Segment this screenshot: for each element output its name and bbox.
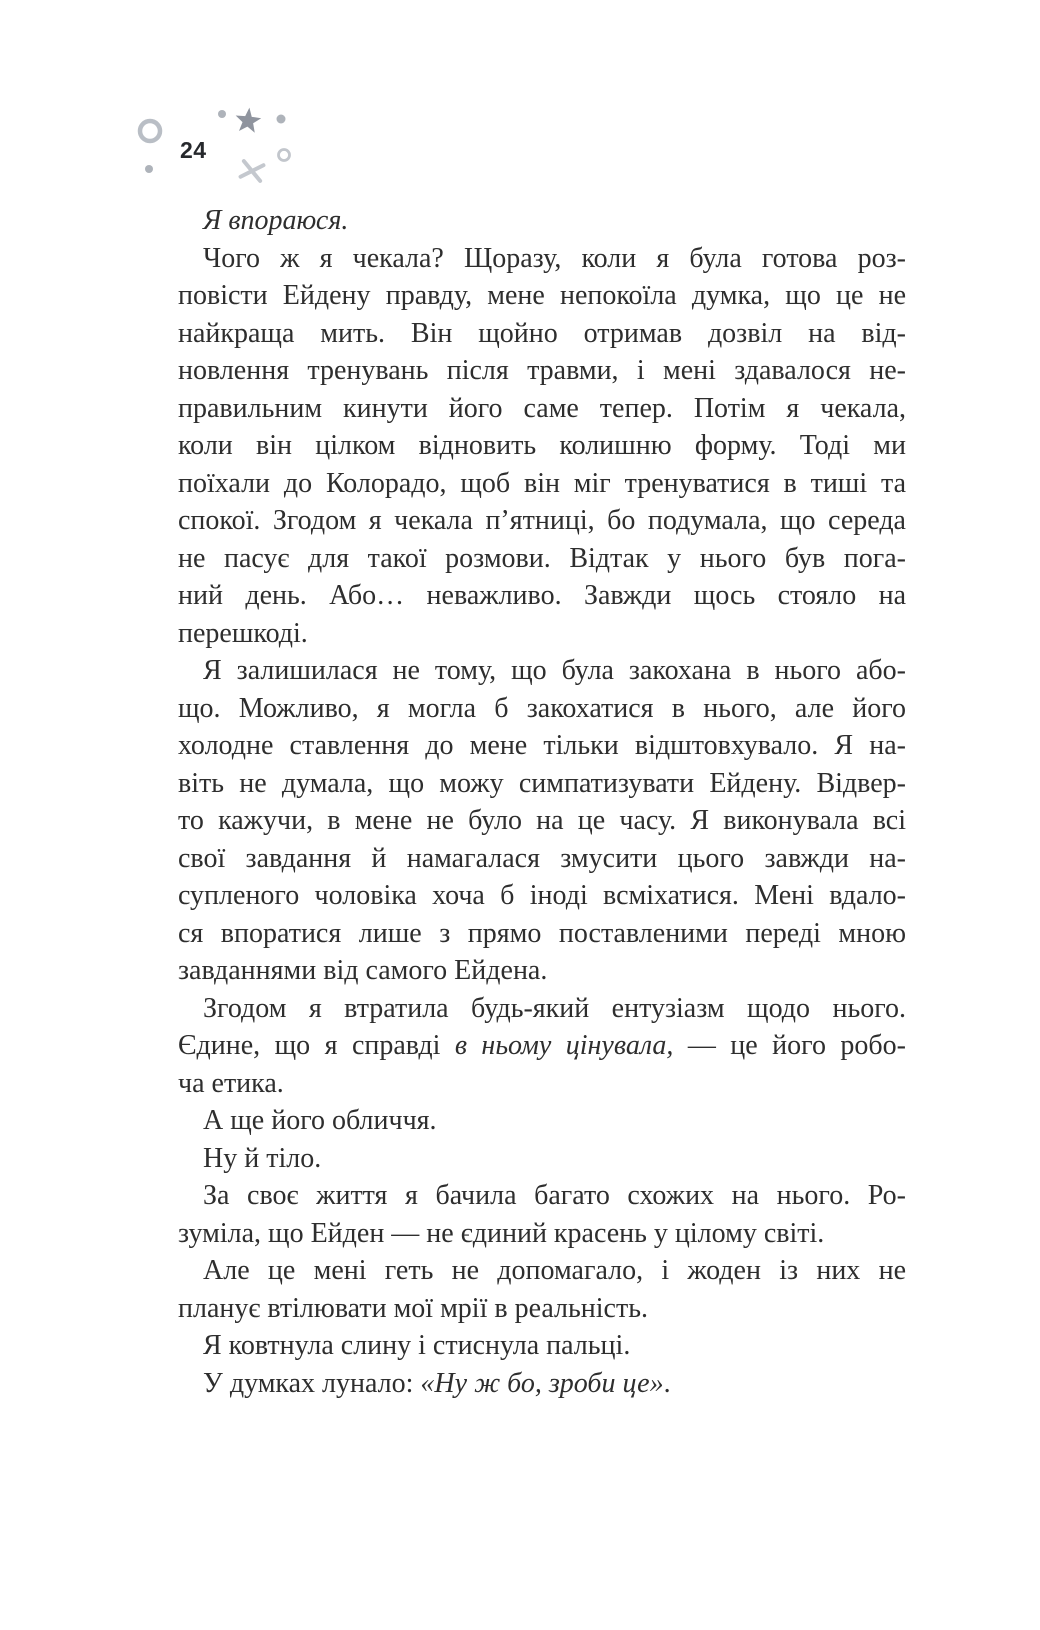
- ring-icon: [140, 121, 160, 141]
- text-line: холодне ставлення до мене тільки відштовхувало. Я на-: [178, 730, 906, 761]
- text-line: то кажучи, в мене не було на це часу. Я виконувала всі: [178, 805, 906, 836]
- text-line: перешкоді.: [178, 617, 308, 649]
- text-line: Єдине, що я справді в ньому цінувала, — це його робо-: [178, 1030, 906, 1061]
- text-line: зуміла, що Ейден — не єдиний красень у цілому світі.: [178, 1217, 825, 1249]
- paragraph: [178, 1252, 906, 1327]
- page-number: 24: [180, 137, 207, 163]
- dot-icon: [277, 115, 286, 124]
- text-line: ний день. Або… неважливо. Завжди щось стояло на: [178, 580, 906, 611]
- paragraph: [178, 1177, 906, 1252]
- dot-icon: [145, 165, 153, 173]
- paragraph: [178, 1327, 906, 1365]
- text-line: Я ковтнула слину і стиснула пальці.: [203, 1330, 631, 1361]
- text-line: Чого ж я чекала? Щоразу, коли я була готова роз-: [203, 242, 906, 274]
- text-line: А ще його обличчя.: [203, 1105, 437, 1136]
- text-line: віть не думала, що можу симпатизувати Ейдену. Відвер-: [178, 767, 906, 799]
- paragraph: [178, 202, 906, 240]
- text-line: супленого чоловіка хоча б іноді всміхатися. Мені вдало-: [178, 880, 906, 911]
- paragraph: [178, 240, 906, 653]
- paragraph: [178, 1140, 906, 1178]
- text-line: ча етика.: [178, 1067, 284, 1099]
- text-line: планує втілювати мої мрії в реальність.: [178, 1292, 648, 1324]
- text-line: правильним кинути його саме тепер. Потім я чекала,: [178, 392, 906, 424]
- cross-icon: [241, 161, 264, 181]
- text-line: спокої. Згодом я чекала п’ятниці, бо подумала, що середа: [178, 505, 906, 536]
- text-line: У думках лунало: «Ну ж бо, зроби це».: [203, 1367, 671, 1399]
- text-line: не пасує для такої розмови. Відтак у нього був пога-: [178, 542, 906, 574]
- text-line: повісти Ейдену правду, мене непокоїла думка, що це не: [178, 280, 906, 311]
- text-line: що. Можливо, я могла б закохатися в нього, але його: [178, 692, 906, 724]
- ornament: [126, 93, 306, 188]
- text-line: новлення тренувань після травми, і мені здавалося не-: [178, 355, 906, 386]
- paragraph: [178, 990, 906, 1103]
- text-line: Ну й тіло.: [203, 1142, 322, 1174]
- text-line: найкраща мить. Він щойно отримав дозвіл на від-: [178, 317, 906, 349]
- text-line: Але це мені геть не допомагало, і жоден із них не: [203, 1255, 906, 1286]
- text-line: Я залишилася не тому, що була закохана в нього або-: [203, 655, 906, 686]
- text-line: поїхали до Колорадо, щоб він міг тренуватися в тиші та: [178, 467, 906, 499]
- text-line: Згодом я втратила будь-який ентузіазм щодо нього.: [203, 992, 906, 1024]
- text-line: Я впораюся.: [203, 205, 349, 236]
- text-line: коли він цілком відновить колишню форму. Тоді ми: [178, 430, 906, 461]
- paragraph: [178, 652, 906, 990]
- text-line: свої завдання й намагалася змусити цього завжди на-: [178, 842, 906, 874]
- dot-icon: [218, 110, 226, 118]
- text-line: ся впоратися лише з прямо поставленими переді мною: [178, 917, 906, 949]
- paragraph: [178, 1365, 906, 1403]
- small-ring-icon: [279, 150, 290, 161]
- text-line: завданнями від самого Ейдена.: [178, 955, 548, 986]
- text-block: [178, 202, 906, 1402]
- text-line: За своє життя я бачила багато схожих на нього. Ро-: [203, 1180, 906, 1211]
- star-icon: [234, 106, 262, 133]
- paragraph: [178, 1102, 906, 1140]
